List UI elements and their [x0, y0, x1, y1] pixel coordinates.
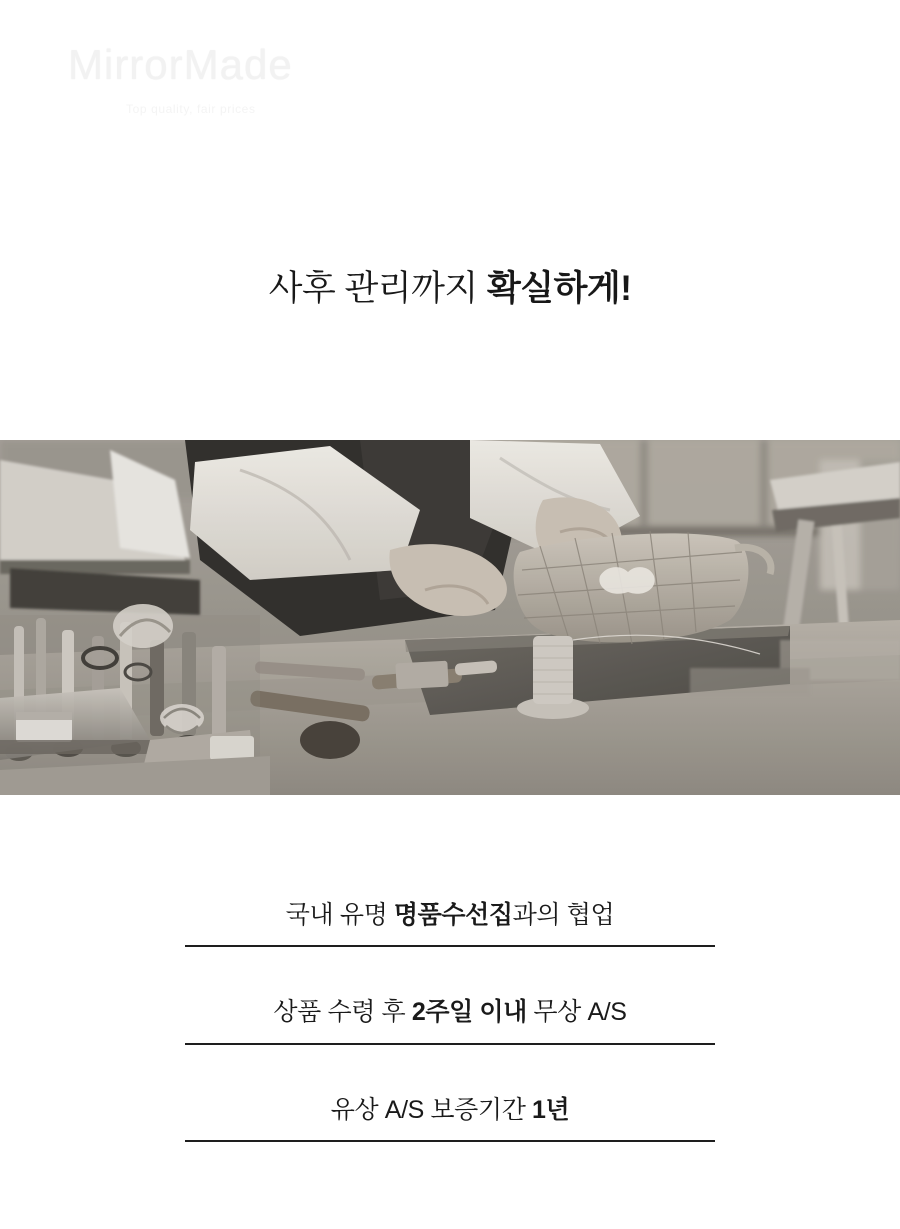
list-item	[0, 997, 900, 1044]
feature-divider	[185, 1140, 715, 1142]
feature-text	[0, 1095, 900, 1140]
brand-tagline: Top quality, fair prices	[126, 102, 256, 116]
list-item	[0, 900, 900, 947]
page-headline	[0, 268, 900, 310]
feature-divider	[185, 945, 715, 947]
feature-divider	[185, 1043, 715, 1045]
feature-text	[0, 997, 900, 1042]
feature-lead: 유상 A/S 보증기간	[330, 1095, 532, 1124]
brand-watermark	[68, 41, 293, 116]
headline-lead: 사후 관리까지	[268, 269, 487, 308]
list-item	[0, 1095, 900, 1142]
feature-text	[0, 900, 900, 945]
feature-lead: 국내 유명	[285, 901, 394, 929]
feature-emphasis: 2주일 이내	[411, 998, 527, 1027]
craftsman-repairing-quilted-handbag-photo	[0, 440, 900, 795]
feature-list	[0, 900, 900, 1192]
feature-trail: 과의 협업	[512, 901, 615, 929]
brand-name: MirrorMade	[68, 41, 293, 88]
feature-lead: 상품 수령 후	[273, 998, 412, 1027]
feature-trail: 무상 A/S	[526, 998, 627, 1027]
feature-emphasis: 1년	[531, 1095, 570, 1124]
feature-emphasis: 명품수선집	[393, 901, 513, 929]
headline-emphasis: 확실하게!	[486, 269, 632, 308]
